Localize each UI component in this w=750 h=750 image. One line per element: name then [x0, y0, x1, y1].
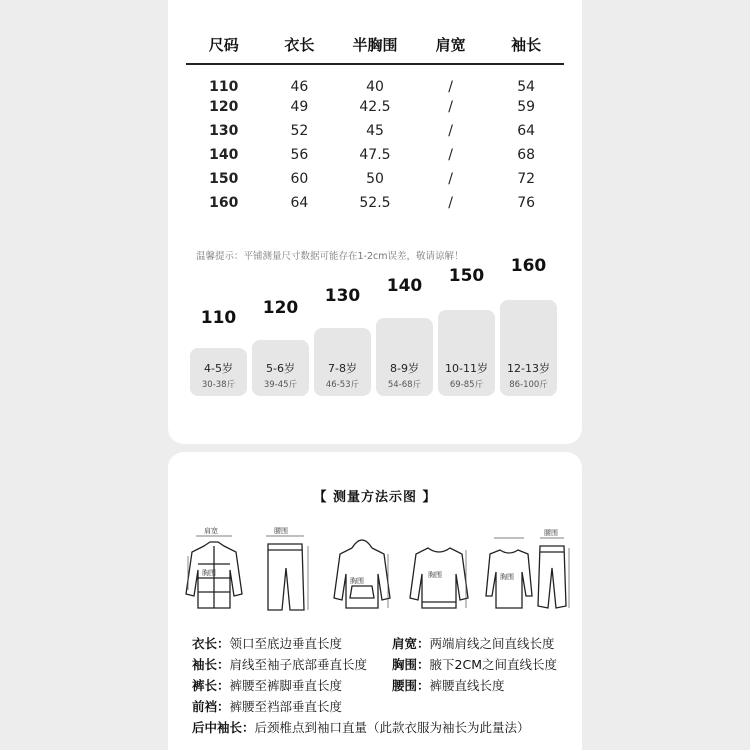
def-value: 领口至底边垂直长度	[229, 636, 343, 651]
age-step-120	[252, 298, 309, 396]
step-age: 5-6岁	[266, 362, 295, 375]
table-cell: 40	[366, 79, 384, 95]
table-cell: 52	[290, 123, 309, 139]
table-cell: 60	[290, 171, 309, 187]
step-age: 7-8岁	[328, 362, 357, 375]
pants-diagram	[262, 524, 312, 624]
label-waist: 腰围	[274, 527, 288, 535]
def-back-sleeve	[192, 718, 530, 736]
header-half-chest: 半胸围	[337, 34, 413, 64]
hoodie-diagram	[330, 524, 394, 624]
step-size: 110	[200, 308, 237, 328]
table-cell: /	[448, 99, 453, 115]
table-cell: 130	[209, 123, 239, 139]
def-pants	[192, 676, 342, 694]
hoodie-icon	[330, 524, 394, 624]
label-chest: 胸围	[202, 569, 216, 577]
age-step-130	[314, 286, 371, 396]
step-size: 120	[262, 298, 299, 318]
def-key: 衣长：	[192, 636, 230, 651]
measure-method-card	[168, 452, 582, 750]
def-key: 裤长：	[192, 678, 230, 693]
def-rise	[192, 697, 342, 715]
def-chest	[392, 655, 557, 673]
table-cell: /	[448, 195, 453, 211]
step-weight: 46-53斤	[325, 380, 360, 390]
measure-title: 【 测量方法示图 】	[313, 490, 437, 505]
pants-icon	[262, 524, 312, 624]
header-size: 尺码	[186, 34, 262, 64]
table-cell: 72	[517, 171, 536, 187]
label-chest: 胸围	[500, 573, 514, 581]
step-size: 160	[510, 256, 547, 276]
step-age: 10-11岁	[445, 362, 488, 375]
table-cell: /	[448, 79, 453, 95]
age-step-160	[500, 256, 557, 396]
def-value: 两端肩线之间直线长度	[429, 636, 555, 651]
def-key: 胸围：	[392, 657, 430, 672]
step-age: 4-5岁	[204, 362, 233, 375]
table-cell: 140	[209, 147, 239, 163]
def-value: 肩线至袖子底部垂直长度	[229, 657, 368, 672]
table-cell: 54	[517, 79, 536, 95]
jogger-diagram	[536, 524, 572, 624]
label-chest: 胸围	[428, 571, 442, 579]
sweater-diagram	[404, 524, 474, 624]
def-waist	[392, 676, 505, 694]
table-cell: 45	[366, 123, 384, 139]
header-shoulder: 肩宽	[413, 34, 489, 64]
def-key: 腰围：	[392, 678, 430, 693]
label-waist: 腰围	[544, 529, 558, 537]
jogger-pants-icon	[536, 524, 572, 624]
table-cell: 68	[517, 147, 536, 163]
def-value: 裤腰直线长度	[429, 678, 505, 693]
def-key: 后中袖长：	[192, 720, 255, 735]
size-chart-card	[168, 0, 582, 444]
def-value: 后颈椎点到袖口直量（此款衣服为袖长为此量法）	[254, 720, 530, 735]
step-size: 150	[448, 266, 485, 286]
table-cell: 50	[366, 171, 384, 187]
label-chest: 胸围	[350, 577, 364, 585]
table-cell: 56	[290, 147, 309, 163]
table-cell: 110	[209, 79, 239, 95]
table-cell: /	[448, 123, 453, 139]
age-step-150	[438, 266, 495, 396]
table-cell: 76	[517, 195, 536, 211]
table-cell: 160	[209, 195, 239, 211]
step-size: 140	[386, 276, 423, 296]
garment-diagrams	[182, 524, 572, 624]
measurement-tip: 温馨提示：平铺测量尺寸数据可能存在1-2cm误差，敬请谅解！	[196, 251, 464, 262]
header-sleeve: 袖长	[488, 34, 564, 64]
puffer-jacket-diagram	[182, 524, 246, 624]
def-key: 前裆：	[192, 699, 230, 714]
table-cell: 52.5	[359, 195, 391, 211]
step-weight: 54-68斤	[387, 380, 422, 390]
age-step-140	[376, 276, 433, 396]
step-weight: 39-45斤	[263, 380, 298, 390]
header-length: 衣长	[262, 34, 338, 64]
def-sleeve	[192, 655, 367, 673]
table-cell: 150	[209, 171, 239, 187]
table-cell: 120	[209, 99, 239, 115]
label-shoulder: 肩宽	[204, 527, 218, 535]
def-key: 袖长：	[192, 657, 230, 672]
table-cell: 59	[517, 99, 536, 115]
def-value: 裤腰至裤脚垂直长度	[229, 678, 343, 693]
table-cell: /	[448, 171, 453, 187]
step-age: 12-13岁	[507, 362, 550, 375]
def-shoulder	[392, 634, 555, 652]
step-age: 8-9岁	[390, 362, 419, 375]
def-value: 腋下2CM之间直线长度	[429, 657, 557, 672]
step-weight: 30-38斤	[201, 380, 236, 390]
table-cell: 64	[290, 195, 309, 211]
step-weight: 86-100斤	[509, 380, 548, 390]
def-value: 裤腰至裆部垂直长度	[229, 699, 343, 714]
tee-diagram	[484, 524, 534, 624]
table-cell: 42.5	[359, 99, 391, 115]
age-step-110	[190, 308, 247, 396]
def-key: 肩宽：	[392, 636, 430, 651]
table-cell: 47.5	[359, 147, 391, 163]
def-length	[192, 634, 342, 652]
table-cell: 64	[517, 123, 536, 139]
age-steps	[168, 0, 582, 444]
step-weight: 69-85斤	[449, 380, 484, 390]
table-cell: 46	[290, 79, 309, 95]
table-cell: /	[448, 147, 453, 163]
table-cell: 49	[290, 99, 309, 115]
step-size: 130	[324, 286, 361, 306]
